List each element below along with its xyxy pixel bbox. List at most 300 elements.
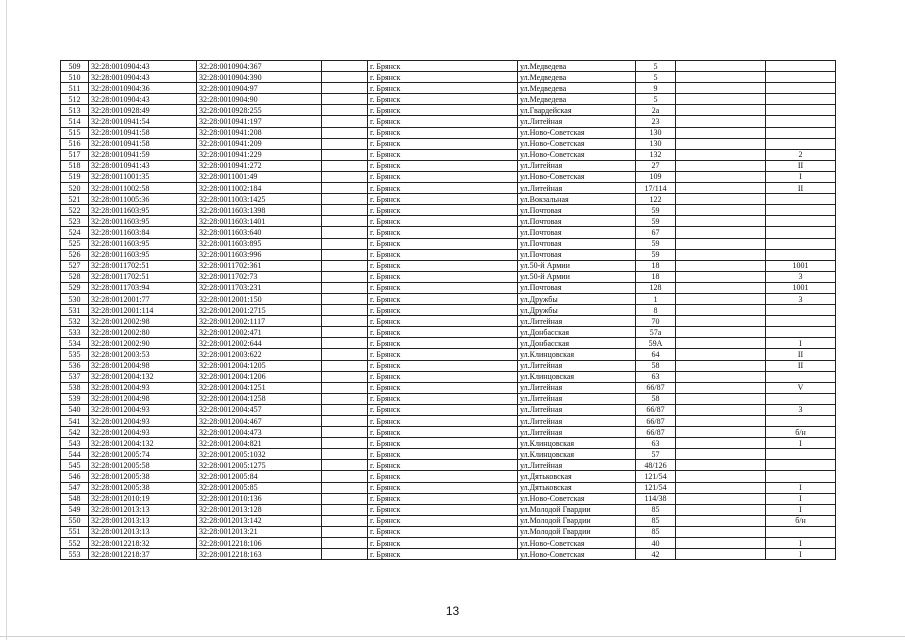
land-cadastral-number-cell: 32:28:0010904:43 <box>89 61 197 72</box>
street-cell: ул.Литейная <box>518 427 636 438</box>
object-cadastral-number-cell: 32:28:0012004:467 <box>197 416 322 427</box>
object-cadastral-number-cell: 32:28:0010904:367 <box>197 61 322 72</box>
blank-cell-cell <box>322 260 368 271</box>
house-number-cell: 59 <box>636 238 676 249</box>
table-row <box>61 116 836 127</box>
table-row <box>61 360 836 371</box>
flat-number-cell <box>766 305 836 316</box>
blank-cell-cell <box>676 504 766 515</box>
blank-cell-cell <box>322 160 368 171</box>
object-cadastral-number-cell: 32:28:0012004:1251 <box>197 382 322 393</box>
house-number-cell: 109 <box>636 171 676 182</box>
object-cadastral-number-cell: 32:28:0011603:1398 <box>197 205 322 216</box>
blank-cell-cell <box>676 149 766 160</box>
flat-number-cell: I <box>766 538 836 549</box>
blank-cell-cell <box>676 238 766 249</box>
flat-number-cell <box>766 238 836 249</box>
blank-cell-cell <box>322 416 368 427</box>
object-cadastral-number-cell: 32:28:0012005:1275 <box>197 460 322 471</box>
object-cadastral-number-cell: 32:28:0012004:1206 <box>197 371 322 382</box>
object-cadastral-number-cell: 32:28:0011003:1425 <box>197 194 322 205</box>
flat-number-cell: 3 <box>766 404 836 415</box>
land-cadastral-number-cell: 32:28:0010941:59 <box>89 149 197 160</box>
blank-cell-cell <box>676 282 766 293</box>
house-number-cell: 66/87 <box>636 427 676 438</box>
land-cadastral-number-cell: 32:28:0010941:43 <box>89 160 197 171</box>
land-cadastral-number-cell: 32:28:0011603:95 <box>89 249 197 260</box>
city-cell: г. Брянск <box>368 305 518 316</box>
house-number-cell: 5 <box>636 94 676 105</box>
row-number-cell: 549 <box>61 504 89 515</box>
row-number-cell: 510 <box>61 72 89 83</box>
land-cadastral-number-cell: 32:28:0010928:49 <box>89 105 197 116</box>
flat-number-cell: 3 <box>766 293 836 304</box>
street-cell: ул.Дятьковская <box>518 471 636 482</box>
street-cell: ул.Литейная <box>518 393 636 404</box>
street-cell: ул.Литейная <box>518 160 636 171</box>
blank-cell-cell <box>676 94 766 105</box>
object-cadastral-number-cell: 32:28:0012005:1032 <box>197 449 322 460</box>
table-row <box>61 515 836 526</box>
street-cell: ул.Молодой Гвардии <box>518 504 636 515</box>
table-row <box>61 371 836 382</box>
city-cell: г. Брянск <box>368 382 518 393</box>
blank-cell-cell <box>322 205 368 216</box>
table-row <box>61 216 836 227</box>
land-cadastral-number-cell: 32:28:0011603:95 <box>89 238 197 249</box>
row-number-cell: 546 <box>61 471 89 482</box>
land-cadastral-number-cell: 32:28:0010941:54 <box>89 116 197 127</box>
blank-cell-cell <box>676 216 766 227</box>
city-cell: г. Брянск <box>368 404 518 415</box>
row-number-cell: 540 <box>61 404 89 415</box>
object-cadastral-number-cell: 32:28:0011603:996 <box>197 249 322 260</box>
row-number-cell: 545 <box>61 460 89 471</box>
object-cadastral-number-cell: 32:28:0010904:97 <box>197 83 322 94</box>
object-cadastral-number-cell: 32:28:0010904:390 <box>197 72 322 83</box>
land-cadastral-number-cell: 32:28:0010904:36 <box>89 83 197 94</box>
land-cadastral-number-cell: 32:28:0012004:93 <box>89 427 197 438</box>
row-number-cell: 552 <box>61 538 89 549</box>
blank-cell-cell <box>676 116 766 127</box>
blank-cell-cell <box>676 427 766 438</box>
flat-number-cell <box>766 249 836 260</box>
table-row <box>61 416 836 427</box>
flat-number-cell: II <box>766 183 836 194</box>
land-cadastral-number-cell: 32:28:0011001:35 <box>89 171 197 182</box>
row-number-cell: 520 <box>61 183 89 194</box>
land-cadastral-number-cell: 32:28:0012001:114 <box>89 305 197 316</box>
blank-cell-cell <box>676 471 766 482</box>
row-number-cell: 528 <box>61 271 89 282</box>
blank-cell-cell <box>322 438 368 449</box>
street-cell: ул.Ново-Советская <box>518 149 636 160</box>
table-row <box>61 404 836 415</box>
street-cell: ул.Медведева <box>518 83 636 94</box>
object-cadastral-number-cell: 32:28:0012001:2715 <box>197 305 322 316</box>
table-row <box>61 393 836 404</box>
flat-number-cell <box>766 138 836 149</box>
city-cell: г. Брянск <box>368 471 518 482</box>
row-number-cell: 518 <box>61 160 89 171</box>
blank-cell-cell <box>322 238 368 249</box>
object-cadastral-number-cell: 32:28:0010928:255 <box>197 105 322 116</box>
flat-number-cell: 1001 <box>766 260 836 271</box>
street-cell: ул.Дружбы <box>518 305 636 316</box>
flat-number-cell <box>766 194 836 205</box>
house-number-cell: 58 <box>636 393 676 404</box>
object-cadastral-number-cell: 32:28:0011603:895 <box>197 238 322 249</box>
table-row <box>61 127 836 138</box>
blank-cell-cell <box>322 360 368 371</box>
object-cadastral-number-cell: 32:28:0012013:128 <box>197 504 322 515</box>
blank-cell-cell <box>676 138 766 149</box>
street-cell: ул.Литейная <box>518 460 636 471</box>
land-cadastral-number-cell: 32:28:0011005:36 <box>89 194 197 205</box>
city-cell: г. Брянск <box>368 138 518 149</box>
object-cadastral-number-cell: 32:28:0011702:361 <box>197 260 322 271</box>
city-cell: г. Брянск <box>368 416 518 427</box>
flat-number-cell: V <box>766 382 836 393</box>
land-cadastral-number-cell: 32:28:0012001:77 <box>89 293 197 304</box>
street-cell: ул.Почтовая <box>518 249 636 260</box>
flat-number-cell: 3 <box>766 271 836 282</box>
city-cell: г. Брянск <box>368 449 518 460</box>
land-cadastral-number-cell: 32:28:0010941:58 <box>89 127 197 138</box>
flat-number-cell: I <box>766 438 836 449</box>
street-cell: ул.Литейная <box>518 116 636 127</box>
street-cell: ул.Медведева <box>518 61 636 72</box>
row-number-cell: 527 <box>61 260 89 271</box>
flat-number-cell <box>766 94 836 105</box>
city-cell: г. Брянск <box>368 438 518 449</box>
city-cell: г. Брянск <box>368 427 518 438</box>
city-cell: г. Брянск <box>368 183 518 194</box>
blank-cell-cell <box>322 293 368 304</box>
street-cell: ул.Почтовая <box>518 205 636 216</box>
land-cadastral-number-cell: 32:28:0012004:132 <box>89 371 197 382</box>
blank-cell-cell <box>322 427 368 438</box>
street-cell: ул.Ново-Советская <box>518 538 636 549</box>
table-row <box>61 438 836 449</box>
object-cadastral-number-cell: 32:28:0012004:821 <box>197 438 322 449</box>
registry-table <box>60 60 836 560</box>
blank-cell-cell <box>676 526 766 537</box>
blank-cell-cell <box>676 327 766 338</box>
city-cell: г. Брянск <box>368 116 518 127</box>
street-cell: ул.Ново-Советская <box>518 171 636 182</box>
flat-number-cell <box>766 449 836 460</box>
flat-number-cell <box>766 127 836 138</box>
house-number-cell: 63 <box>636 371 676 382</box>
flat-number-cell <box>766 471 836 482</box>
object-cadastral-number-cell: 32:28:0012005:84 <box>197 471 322 482</box>
city-cell: г. Брянск <box>368 61 518 72</box>
table-row <box>61 249 836 260</box>
object-cadastral-number-cell: 32:28:0012002:1117 <box>197 316 322 327</box>
land-cadastral-number-cell: 32:28:0012013:13 <box>89 504 197 515</box>
city-cell: г. Брянск <box>368 293 518 304</box>
street-cell: ул.Донбасская <box>518 327 636 338</box>
row-number-cell: 530 <box>61 293 89 304</box>
blank-cell-cell <box>322 83 368 94</box>
table-row <box>61 471 836 482</box>
blank-cell-cell <box>322 149 368 160</box>
object-cadastral-number-cell: 32:28:0012004:457 <box>197 404 322 415</box>
city-cell: г. Брянск <box>368 105 518 116</box>
blank-cell-cell <box>676 72 766 83</box>
house-number-cell: 128 <box>636 282 676 293</box>
row-number-cell: 515 <box>61 127 89 138</box>
blank-cell-cell <box>676 127 766 138</box>
land-cadastral-number-cell: 32:28:0011702:51 <box>89 260 197 271</box>
land-cadastral-number-cell: 32:28:0012005:38 <box>89 471 197 482</box>
table-row <box>61 293 836 304</box>
city-cell: г. Брянск <box>368 538 518 549</box>
blank-cell-cell <box>322 171 368 182</box>
row-number-cell: 526 <box>61 249 89 260</box>
blank-cell-cell <box>676 171 766 182</box>
table-row <box>61 282 836 293</box>
land-cadastral-number-cell: 32:28:0012010:19 <box>89 493 197 504</box>
house-number-cell: 85 <box>636 504 676 515</box>
object-cadastral-number-cell: 32:28:0010941:272 <box>197 160 322 171</box>
flat-number-cell <box>766 460 836 471</box>
city-cell: г. Брянск <box>368 149 518 160</box>
object-cadastral-number-cell: 32:28:0011001:49 <box>197 171 322 182</box>
house-number-cell: 66/87 <box>636 382 676 393</box>
land-cadastral-number-cell: 32:28:0012013:13 <box>89 526 197 537</box>
street-cell: ул.Клинцовская <box>518 438 636 449</box>
street-cell: ул.Дятьковская <box>518 482 636 493</box>
table-row <box>61 549 836 560</box>
city-cell: г. Брянск <box>368 249 518 260</box>
blank-cell-cell <box>322 460 368 471</box>
row-number-cell: 536 <box>61 360 89 371</box>
land-cadastral-number-cell: 32:28:0012013:13 <box>89 515 197 526</box>
blank-cell-cell <box>322 227 368 238</box>
blank-cell-cell <box>676 360 766 371</box>
house-number-cell: 59 <box>636 249 676 260</box>
table-row <box>61 149 836 160</box>
blank-cell-cell <box>676 460 766 471</box>
land-cadastral-number-cell: 32:28:0012218:32 <box>89 538 197 549</box>
street-cell: ул.Ново-Советская <box>518 127 636 138</box>
table-row <box>61 427 836 438</box>
city-cell: г. Брянск <box>368 83 518 94</box>
table-row <box>61 482 836 493</box>
house-number-cell: 18 <box>636 271 676 282</box>
city-cell: г. Брянск <box>368 171 518 182</box>
house-number-cell: 8 <box>636 305 676 316</box>
object-cadastral-number-cell: 32:28:0012013:21 <box>197 526 322 537</box>
object-cadastral-number-cell: 32:28:0011002:184 <box>197 183 322 194</box>
object-cadastral-number-cell: 32:28:0011702:73 <box>197 271 322 282</box>
house-number-cell: 27 <box>636 160 676 171</box>
house-number-cell: 85 <box>636 515 676 526</box>
blank-cell-cell <box>322 216 368 227</box>
land-cadastral-number-cell: 32:28:0012003:53 <box>89 349 197 360</box>
object-cadastral-number-cell: 32:28:0012003:622 <box>197 349 322 360</box>
blank-cell-cell <box>322 271 368 282</box>
row-number-cell: 514 <box>61 116 89 127</box>
street-cell: ул.Почтовая <box>518 282 636 293</box>
flat-number-cell <box>766 316 836 327</box>
city-cell: г. Брянск <box>368 94 518 105</box>
table-row <box>61 171 836 182</box>
city-cell: г. Брянск <box>368 282 518 293</box>
house-number-cell: 42 <box>636 549 676 560</box>
row-number-cell: 537 <box>61 371 89 382</box>
registry-rows <box>61 61 836 560</box>
blank-cell-cell <box>322 449 368 460</box>
blank-cell-cell <box>322 504 368 515</box>
land-cadastral-number-cell: 32:28:0012004:93 <box>89 416 197 427</box>
blank-cell-cell <box>676 316 766 327</box>
flat-number-cell <box>766 205 836 216</box>
blank-cell-cell <box>676 449 766 460</box>
house-number-cell: 58 <box>636 360 676 371</box>
city-cell: г. Брянск <box>368 493 518 504</box>
house-number-cell: 59А <box>636 338 676 349</box>
city-cell: г. Брянск <box>368 338 518 349</box>
house-number-cell: 66/87 <box>636 404 676 415</box>
page-number: 13 <box>445 604 460 618</box>
house-number-cell: 5 <box>636 61 676 72</box>
object-cadastral-number-cell: 32:28:0011603:640 <box>197 227 322 238</box>
land-cadastral-number-cell: 32:28:0011702:51 <box>89 271 197 282</box>
city-cell: г. Брянск <box>368 526 518 537</box>
row-number-cell: 523 <box>61 216 89 227</box>
blank-cell-cell <box>322 127 368 138</box>
blank-cell-cell <box>322 404 368 415</box>
house-number-cell: 2а <box>636 105 676 116</box>
object-cadastral-number-cell: 32:28:0012002:644 <box>197 338 322 349</box>
land-cadastral-number-cell: 32:28:0011002:58 <box>89 183 197 194</box>
city-cell: г. Брянск <box>368 227 518 238</box>
blank-cell-cell <box>322 393 368 404</box>
blank-cell-cell <box>676 482 766 493</box>
street-cell: ул.Ново-Советская <box>518 493 636 504</box>
blank-cell-cell <box>322 61 368 72</box>
object-cadastral-number-cell: 32:28:0012001:150 <box>197 293 322 304</box>
street-cell: ул.Ново-Советская <box>518 138 636 149</box>
city-cell: г. Брянск <box>368 393 518 404</box>
blank-cell-cell <box>322 183 368 194</box>
blank-cell-cell <box>322 327 368 338</box>
house-number-cell: 67 <box>636 227 676 238</box>
flat-number-cell <box>766 227 836 238</box>
flat-number-cell: б/н <box>766 515 836 526</box>
table-row <box>61 183 836 194</box>
object-cadastral-number-cell: 32:28:0010941:197 <box>197 116 322 127</box>
flat-number-cell: 2 <box>766 149 836 160</box>
land-cadastral-number-cell: 32:28:0012002:98 <box>89 316 197 327</box>
house-number-cell: 57а <box>636 327 676 338</box>
object-cadastral-number-cell: 32:28:0010941:208 <box>197 127 322 138</box>
row-number-cell: 542 <box>61 427 89 438</box>
blank-cell-cell <box>322 471 368 482</box>
street-cell: ул.Литейная <box>518 382 636 393</box>
street-cell: ул.Донбасская <box>518 338 636 349</box>
city-cell: г. Брянск <box>368 72 518 83</box>
table-row <box>61 538 836 549</box>
blank-cell-cell <box>676 416 766 427</box>
street-cell: ул.Литейная <box>518 183 636 194</box>
flat-number-cell: I <box>766 493 836 504</box>
city-cell: г. Брянск <box>368 349 518 360</box>
blank-cell-cell <box>676 371 766 382</box>
land-cadastral-number-cell: 32:28:0011603:95 <box>89 205 197 216</box>
flat-number-cell <box>766 61 836 72</box>
blank-cell-cell <box>676 293 766 304</box>
table-row <box>61 493 836 504</box>
object-cadastral-number-cell: 32:28:0012218:106 <box>197 538 322 549</box>
land-cadastral-number-cell: 32:28:0012002:80 <box>89 327 197 338</box>
street-cell: ул.Почтовая <box>518 216 636 227</box>
land-cadastral-number-cell: 32:28:0012004:98 <box>89 360 197 371</box>
city-cell: г. Брянск <box>368 549 518 560</box>
flat-number-cell <box>766 393 836 404</box>
row-number-cell: 532 <box>61 316 89 327</box>
house-number-cell: 5 <box>636 72 676 83</box>
blank-cell-cell <box>322 549 368 560</box>
house-number-cell: 57 <box>636 449 676 460</box>
flat-number-cell: I <box>766 338 836 349</box>
blank-cell-cell <box>676 260 766 271</box>
blank-cell-cell <box>676 404 766 415</box>
street-cell: ул.Вокзальная <box>518 194 636 205</box>
blank-cell-cell <box>322 116 368 127</box>
house-number-cell: 23 <box>636 116 676 127</box>
flat-number-cell: I <box>766 504 836 515</box>
land-cadastral-number-cell: 32:28:0012005:74 <box>89 449 197 460</box>
blank-cell-cell <box>322 338 368 349</box>
flat-number-cell: II <box>766 160 836 171</box>
object-cadastral-number-cell: 32:28:0012013:142 <box>197 515 322 526</box>
table-row <box>61 316 836 327</box>
object-cadastral-number-cell: 32:28:0010904:90 <box>197 94 322 105</box>
table-row <box>61 238 836 249</box>
table-row <box>61 227 836 238</box>
street-cell: ул.Медведева <box>518 94 636 105</box>
street-cell: ул.50-й Армии <box>518 271 636 282</box>
flat-number-cell: I <box>766 482 836 493</box>
table-row <box>61 94 836 105</box>
blank-cell-cell <box>676 205 766 216</box>
house-number-cell: 64 <box>636 349 676 360</box>
blank-cell-cell <box>676 183 766 194</box>
row-number-cell: 511 <box>61 83 89 94</box>
flat-number-cell <box>766 526 836 537</box>
blank-cell-cell <box>676 349 766 360</box>
table-row <box>61 205 836 216</box>
flat-number-cell: I <box>766 171 836 182</box>
land-cadastral-number-cell: 32:28:0011703:94 <box>89 282 197 293</box>
house-number-cell: 9 <box>636 83 676 94</box>
table-row <box>61 271 836 282</box>
table-row <box>61 260 836 271</box>
row-number-cell: 539 <box>61 393 89 404</box>
house-number-cell: 59 <box>636 216 676 227</box>
flat-number-cell <box>766 416 836 427</box>
object-cadastral-number-cell: 32:28:0012002:471 <box>197 327 322 338</box>
table-row <box>61 194 836 205</box>
land-cadastral-number-cell: 32:28:0012004:93 <box>89 404 197 415</box>
blank-cell-cell <box>322 305 368 316</box>
row-number-cell: 522 <box>61 205 89 216</box>
city-cell: г. Брянск <box>368 504 518 515</box>
